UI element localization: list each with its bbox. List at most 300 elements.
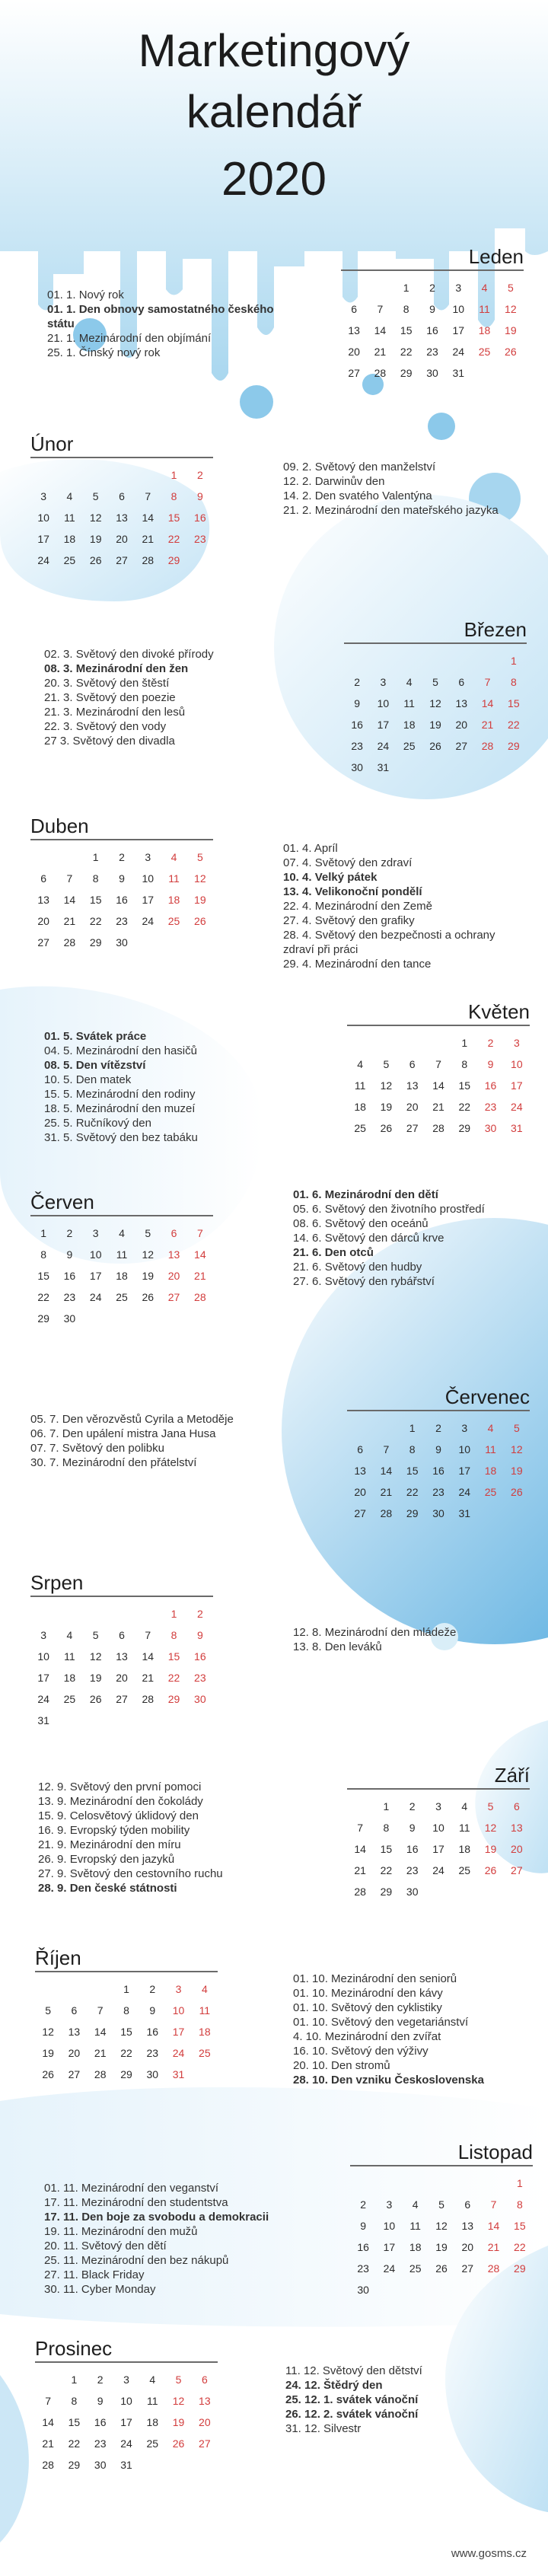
day-cell: 1 xyxy=(516,2177,523,2189)
day-cell: 5 xyxy=(507,282,514,294)
event-list xyxy=(44,647,272,748)
day-cell: 31 xyxy=(458,1507,471,1519)
day-grid xyxy=(30,1603,213,1731)
day-cell: 9 xyxy=(66,1248,73,1261)
day-cell: 6 xyxy=(119,1629,125,1641)
day-cell: 12 xyxy=(380,1079,393,1092)
month-divider xyxy=(35,2361,218,2363)
day-blank xyxy=(35,2369,61,2390)
month-calendar xyxy=(341,244,524,384)
event-item: 21. 9. Mezinárodní den míru xyxy=(38,1838,181,1851)
day-cell: 31 xyxy=(37,1714,49,1726)
event-item: 12. 2. Darwinův den xyxy=(283,475,385,488)
day-cell: 20 xyxy=(116,533,128,545)
day-cell: 24 xyxy=(511,1101,523,1113)
month-name: Říjen xyxy=(35,1946,81,1969)
event-item: 01. 10. Mezinárodní den kávy xyxy=(293,1987,443,2000)
day-cell: 11 xyxy=(409,2220,421,2232)
day-cell: 24 xyxy=(377,740,390,752)
event-item: 05. 7. Den věrozvěstů Cyrila a Metoděje xyxy=(30,1413,234,1426)
event-item: 01. 4. Apríl xyxy=(283,842,338,855)
day-cell: 2 xyxy=(487,1037,494,1049)
event-list xyxy=(285,2364,514,2436)
day-cell: 27 xyxy=(199,2437,211,2450)
day-cell: 11 xyxy=(479,303,490,315)
day-cell: 28 xyxy=(487,2262,500,2275)
day-cell: 29 xyxy=(400,367,413,379)
day-cell: 19 xyxy=(89,1672,102,1684)
day-cell: 9 xyxy=(149,2004,156,2016)
day-cell: 17 xyxy=(120,2416,132,2428)
day-cell: 9 xyxy=(196,1629,203,1641)
day-cell: 13 xyxy=(116,512,128,524)
day-cell: 18 xyxy=(199,2026,211,2038)
event-item: 17. 11. Mezinárodní den studentstva xyxy=(44,2196,228,2209)
day-cell: 23 xyxy=(484,1101,497,1113)
event-item: 28. 4. Světový den bezpečnosti a ochrany zdraví při práci xyxy=(283,929,495,956)
day-cell: 16 xyxy=(484,1079,497,1092)
event-item: 20. 11. Světový den dětí xyxy=(44,2240,167,2252)
event-item: 4. 10. Mezinárodní den zvířat xyxy=(293,2030,441,2043)
day-cell: 20 xyxy=(116,1672,128,1684)
day-cell: 27 xyxy=(461,2262,474,2275)
day-cell: 21 xyxy=(432,1101,444,1113)
event-item: 31. 5. Světový den bez tabáku xyxy=(44,1131,198,1144)
event-item: 25. 12. 1. svátek vánoční xyxy=(285,2393,419,2406)
event-item: 21. 6. Světový den hudby xyxy=(293,1261,422,1274)
event-item: 17. 11. Den boje za svobodu a demokracii xyxy=(44,2211,269,2224)
day-cell: 13 xyxy=(354,1465,366,1477)
day-cell: 17 xyxy=(511,1079,523,1092)
day-cell: 21 xyxy=(374,346,387,358)
day-cell: 26 xyxy=(511,1486,523,1498)
event-item: 20. 10. Den stromů xyxy=(293,2059,390,2072)
day-cell: 2 xyxy=(196,1608,203,1620)
day-cell: 14 xyxy=(142,512,155,524)
day-cell: 10 xyxy=(37,512,49,524)
event-item: 29. 4. Mezinárodní den tance xyxy=(283,958,432,971)
day-cell: 25 xyxy=(167,915,180,927)
day-grid xyxy=(347,1417,530,1524)
day-grid xyxy=(344,650,527,778)
day-blank xyxy=(88,1978,113,2000)
day-cell: 29 xyxy=(37,1312,49,1325)
month-divider xyxy=(35,1971,218,1972)
day-blank xyxy=(61,1978,87,2000)
day-cell: 13 xyxy=(511,1822,523,1834)
event-item: 01. 1. Den obnovy samostatného českého státu xyxy=(47,303,274,330)
event-item: 06. 7. Den upálení mistra Jana Husa xyxy=(30,1427,216,1440)
day-cell: 22 xyxy=(458,1101,471,1113)
day-cell: 21 xyxy=(142,1672,155,1684)
day-cell: 18 xyxy=(478,324,491,336)
day-cell: 8 xyxy=(71,2395,78,2407)
day-cell: 29 xyxy=(508,740,520,752)
month-name: Duben xyxy=(30,815,89,837)
day-blank xyxy=(454,2173,480,2194)
event-list xyxy=(293,1188,537,1289)
day-cell: 3 xyxy=(92,1227,99,1239)
day-cell: 12 xyxy=(89,1650,102,1663)
day-cell: 17 xyxy=(89,1270,102,1282)
event-item: 21. 2. Mezinárodní den mateřského jazyka xyxy=(283,504,499,517)
day-cell: 30 xyxy=(94,2459,107,2471)
day-cell: 1 xyxy=(510,655,517,667)
day-cell: 13 xyxy=(37,894,49,906)
day-blank xyxy=(109,464,135,486)
day-cell: 23 xyxy=(94,2437,107,2450)
event-item: 26. 12. 2. svátek vánoční xyxy=(285,2408,419,2421)
day-cell: 1 xyxy=(461,1037,468,1049)
event-list xyxy=(293,1625,521,1654)
day-cell: 5 xyxy=(432,676,438,688)
day-cell: 17 xyxy=(377,719,390,731)
day-cell: 14 xyxy=(63,894,76,906)
day-cell: 27 xyxy=(354,1507,366,1519)
day-cell: 7 xyxy=(357,1822,364,1834)
day-cell: 18 xyxy=(63,533,76,545)
day-cell: 2 xyxy=(196,469,203,481)
day-cell: 1 xyxy=(170,1608,177,1620)
day-cell: 26 xyxy=(505,346,517,358)
day-grid xyxy=(35,2369,218,2476)
day-cell: 1 xyxy=(403,282,409,294)
day-cell: 19 xyxy=(511,1465,523,1477)
day-cell: 22 xyxy=(406,1486,419,1498)
day-cell: 20 xyxy=(511,1843,523,1855)
day-cell: 24 xyxy=(89,1291,102,1303)
day-cell: 18 xyxy=(403,719,416,731)
day-cell: 29 xyxy=(167,1693,180,1705)
event-item: 01. 6. Mezinárodní den dětí xyxy=(293,1188,438,1201)
day-grid xyxy=(347,1032,530,1139)
day-cell: 18 xyxy=(167,894,180,906)
day-cell: 13 xyxy=(348,324,360,336)
day-cell: 13 xyxy=(455,697,468,709)
event-item: 11. 12. Světový den dětství xyxy=(285,2364,422,2377)
day-cell: 23 xyxy=(351,740,363,752)
footer-url[interactable]: www.gosms.cz xyxy=(451,2547,527,2560)
day-cell: 28 xyxy=(42,2459,54,2471)
day-cell: 7 xyxy=(66,872,73,885)
day-cell: 7 xyxy=(490,2198,497,2211)
day-cell: 5 xyxy=(92,1629,99,1641)
day-cell: 18 xyxy=(116,1270,128,1282)
day-grid xyxy=(341,277,524,384)
event-item: 07. 4. Světový den zdraví xyxy=(283,856,413,869)
day-cell: 16 xyxy=(194,512,206,524)
month-divider xyxy=(341,269,524,271)
day-cell: 10 xyxy=(120,2395,132,2407)
day-cell: 6 xyxy=(409,1058,416,1070)
day-cell: 29 xyxy=(380,1886,393,1898)
day-cell: 29 xyxy=(406,1507,419,1519)
day-cell: 8 xyxy=(461,1058,468,1070)
day-cell: 15 xyxy=(458,1079,471,1092)
event-item: 10. 5. Den matek xyxy=(44,1073,132,1086)
event-item: 13. 8. Den leváků xyxy=(293,1640,382,1653)
event-item: 08. 3. Mezinárodní den žen xyxy=(44,662,189,675)
day-cell: 2 xyxy=(429,282,435,294)
day-cell: 27 xyxy=(116,1693,128,1705)
event-item: 07. 7. Světový den polibku xyxy=(30,1442,164,1455)
day-cell: 26 xyxy=(429,740,441,752)
day-cell: 8 xyxy=(170,1629,177,1641)
day-cell: 6 xyxy=(119,490,125,502)
event-item: 31. 12. Silvestr xyxy=(285,2422,362,2435)
day-cell: 11 xyxy=(354,1079,366,1092)
day-cell: 19 xyxy=(42,2047,54,2059)
day-blank xyxy=(403,2173,429,2194)
day-cell: 7 xyxy=(145,490,151,502)
day-cell: 24 xyxy=(458,1486,471,1498)
event-item: 01. 5. Svátek práce xyxy=(44,1030,147,1043)
day-blank xyxy=(376,2173,402,2194)
day-cell: 22 xyxy=(380,1864,393,1876)
event-item: 21. 6. Den otců xyxy=(293,1246,374,1259)
month-calendar xyxy=(347,1762,530,1902)
title-line-1: Marketingový xyxy=(138,25,410,76)
day-blank xyxy=(347,1032,373,1054)
day-cell: 30 xyxy=(484,1122,497,1134)
day-cell: 4 xyxy=(412,2198,419,2211)
month-calendar xyxy=(344,617,527,778)
day-cell: 3 xyxy=(123,2374,129,2386)
event-item: 08. 6. Světový den oceánů xyxy=(293,1217,429,1230)
day-cell: 24 xyxy=(432,1864,444,1876)
day-cell: 2 xyxy=(149,1983,156,1995)
day-cell: 28 xyxy=(380,1507,393,1519)
day-cell: 5 xyxy=(513,1422,520,1434)
day-cell: 11 xyxy=(64,1650,75,1663)
event-item: 01. 1. Nový rok xyxy=(47,289,124,301)
day-cell: 3 xyxy=(145,851,151,863)
day-cell: 16 xyxy=(63,1270,76,1282)
day-cell: 24 xyxy=(172,2047,185,2059)
month-divider xyxy=(344,642,527,644)
day-cell: 18 xyxy=(63,1672,76,1684)
event-list xyxy=(44,1029,272,1145)
day-cell: 18 xyxy=(354,1101,366,1113)
day-cell: 15 xyxy=(37,1270,49,1282)
month-divider xyxy=(347,1410,530,1411)
day-cell: 7 xyxy=(196,1227,203,1239)
day-cell: 26 xyxy=(42,2068,54,2080)
day-cell: 9 xyxy=(429,303,435,315)
day-cell: 24 xyxy=(120,2437,132,2450)
day-cell: 26 xyxy=(435,2262,448,2275)
day-cell: 19 xyxy=(429,719,441,731)
day-cell: 20 xyxy=(68,2047,81,2059)
day-cell: 16 xyxy=(194,1650,206,1663)
day-cell: 27 xyxy=(167,1291,180,1303)
event-list xyxy=(30,1412,282,1470)
day-cell: 23 xyxy=(146,2047,159,2059)
event-item: 25. 5. Ručníkový den xyxy=(44,1117,151,1130)
day-cell: 24 xyxy=(452,346,465,358)
day-cell: 10 xyxy=(89,1248,102,1261)
day-cell: 27 xyxy=(116,554,128,566)
day-cell: 6 xyxy=(201,2374,208,2386)
event-item: 01. 10. Světový den vegetariánství xyxy=(293,2016,469,2029)
event-item: 01. 11. Mezinárodní den veganství xyxy=(44,2182,219,2195)
day-cell: 23 xyxy=(432,1486,444,1498)
day-cell: 28 xyxy=(94,2068,107,2080)
day-cell: 20 xyxy=(455,719,468,731)
month-calendar xyxy=(35,2335,218,2476)
day-cell: 5 xyxy=(45,2004,52,2016)
event-item: 13. 9. Mezinárodní den čokolády xyxy=(38,1795,203,1808)
day-cell: 26 xyxy=(142,1291,155,1303)
day-cell: 30 xyxy=(194,1693,206,1705)
day-blank xyxy=(83,464,109,486)
month-calendar xyxy=(35,1945,218,2085)
day-cell: 28 xyxy=(432,1122,444,1134)
day-blank xyxy=(56,1603,82,1624)
day-cell: 30 xyxy=(146,2068,159,2080)
day-blank xyxy=(373,1417,399,1439)
day-cell: 9 xyxy=(360,2220,367,2232)
day-cell: 15 xyxy=(380,1843,393,1855)
day-cell: 25 xyxy=(403,740,416,752)
day-cell: 29 xyxy=(458,1122,471,1134)
day-cell: 3 xyxy=(513,1037,520,1049)
day-cell: 31 xyxy=(511,1122,523,1134)
day-cell: 23 xyxy=(63,1291,76,1303)
day-cell: 4 xyxy=(66,1629,73,1641)
day-cell: 16 xyxy=(357,2241,369,2253)
day-cell: 19 xyxy=(172,2416,185,2428)
month-calendar xyxy=(30,431,213,571)
day-cell: 2 xyxy=(435,1422,441,1434)
month-name: Červenec xyxy=(444,1385,530,1408)
day-blank xyxy=(350,2173,376,2194)
day-cell: 12 xyxy=(194,872,206,885)
day-cell: 10 xyxy=(377,697,390,709)
day-blank xyxy=(30,464,56,486)
event-item: 27. 11. Black Friday xyxy=(44,2268,145,2281)
month-calendar xyxy=(30,813,213,953)
event-item: 27 3. Světový den divadla xyxy=(44,735,175,748)
day-cell: 15 xyxy=(167,1650,180,1663)
day-cell: 30 xyxy=(116,936,128,948)
day-cell: 26 xyxy=(89,1693,102,1705)
day-cell: 23 xyxy=(116,915,128,927)
day-cell: 11 xyxy=(64,512,75,524)
day-cell: 22 xyxy=(68,2437,81,2450)
event-item: 30. 11. Cyber Monday xyxy=(44,2283,156,2296)
day-cell: 16 xyxy=(351,719,363,731)
event-item: 12. 8. Mezinárodní den mládeže xyxy=(293,1626,457,1639)
day-cell: 14 xyxy=(142,1650,155,1663)
day-cell: 28 xyxy=(63,936,76,948)
event-item: 28. 9. Den české státnosti xyxy=(38,1882,177,1895)
event-list xyxy=(38,1780,282,1895)
month-name: Leden xyxy=(468,245,524,268)
day-cell: 7 xyxy=(377,303,384,315)
day-cell: 21 xyxy=(63,915,76,927)
day-cell: 26 xyxy=(194,915,206,927)
month-name: Únor xyxy=(30,432,74,455)
month-name: Březen xyxy=(464,618,527,641)
day-cell: 15 xyxy=(120,2026,132,2038)
day-cell: 25 xyxy=(63,554,76,566)
day-cell: 12 xyxy=(505,303,517,315)
day-cell: 14 xyxy=(487,2220,500,2232)
day-cell: 26 xyxy=(89,554,102,566)
day-cell: 3 xyxy=(40,490,47,502)
day-cell: 21 xyxy=(380,1486,393,1498)
day-cell: 10 xyxy=(458,1443,471,1455)
day-cell: 14 xyxy=(42,2416,54,2428)
day-cell: 31 xyxy=(377,761,390,773)
day-cell: 13 xyxy=(68,2026,81,2038)
day-cell: 20 xyxy=(354,1486,366,1498)
day-cell: 28 xyxy=(194,1291,206,1303)
day-cell: 5 xyxy=(196,851,203,863)
event-item: 27. 4. Světový den grafiky xyxy=(283,914,415,927)
event-item: 14. 2. Den svatého Valentýna xyxy=(283,489,432,502)
day-cell: 14 xyxy=(432,1079,444,1092)
day-cell: 17 xyxy=(383,2241,396,2253)
day-cell: 9 xyxy=(196,490,203,502)
day-cell: 19 xyxy=(505,324,517,336)
day-cell: 22 xyxy=(37,1291,49,1303)
day-cell: 4 xyxy=(149,2374,156,2386)
day-cell: 17 xyxy=(37,533,49,545)
day-grid xyxy=(30,1223,213,1329)
day-cell: 12 xyxy=(89,512,102,524)
day-cell: 20 xyxy=(461,2241,474,2253)
day-cell: 10 xyxy=(383,2220,396,2232)
day-cell: 9 xyxy=(487,1058,494,1070)
day-cell: 17 xyxy=(172,2026,185,2038)
day-blank xyxy=(347,1417,373,1439)
day-cell: 2 xyxy=(409,1800,416,1812)
day-cell: 7 xyxy=(45,2395,52,2407)
day-cell: 29 xyxy=(514,2262,526,2275)
day-cell: 1 xyxy=(383,1800,390,1812)
day-cell: 16 xyxy=(406,1843,419,1855)
day-cell: 7 xyxy=(97,2004,104,2016)
day-cell: 16 xyxy=(426,324,438,336)
day-cell: 27 xyxy=(68,2068,81,2080)
day-cell: 13 xyxy=(116,1650,128,1663)
day-cell: 6 xyxy=(351,303,358,315)
day-cell: 26 xyxy=(484,1864,497,1876)
day-blank xyxy=(30,1603,56,1624)
day-cell: 2 xyxy=(360,2198,367,2211)
day-cell: 9 xyxy=(435,1443,441,1455)
day-cell: 31 xyxy=(172,2068,185,2080)
day-cell: 21 xyxy=(354,1864,366,1876)
day-cell: 25 xyxy=(484,1486,497,1498)
day-cell: 1 xyxy=(170,469,177,481)
day-cell: 22 xyxy=(514,2241,526,2253)
day-cell: 1 xyxy=(71,2374,78,2386)
month-name: Červen xyxy=(30,1191,94,1213)
day-cell: 4 xyxy=(481,282,488,294)
day-grid xyxy=(347,1796,530,1902)
day-cell: 8 xyxy=(516,2198,523,2211)
day-cell: 14 xyxy=(94,2026,107,2038)
day-cell: 3 xyxy=(461,1422,468,1434)
month-name: Srpen xyxy=(30,1571,84,1594)
event-item: 21. 3. Světový den poezie xyxy=(44,691,176,704)
day-blank xyxy=(400,1032,425,1054)
day-cell: 24 xyxy=(37,554,49,566)
day-cell: 16 xyxy=(146,2026,159,2038)
